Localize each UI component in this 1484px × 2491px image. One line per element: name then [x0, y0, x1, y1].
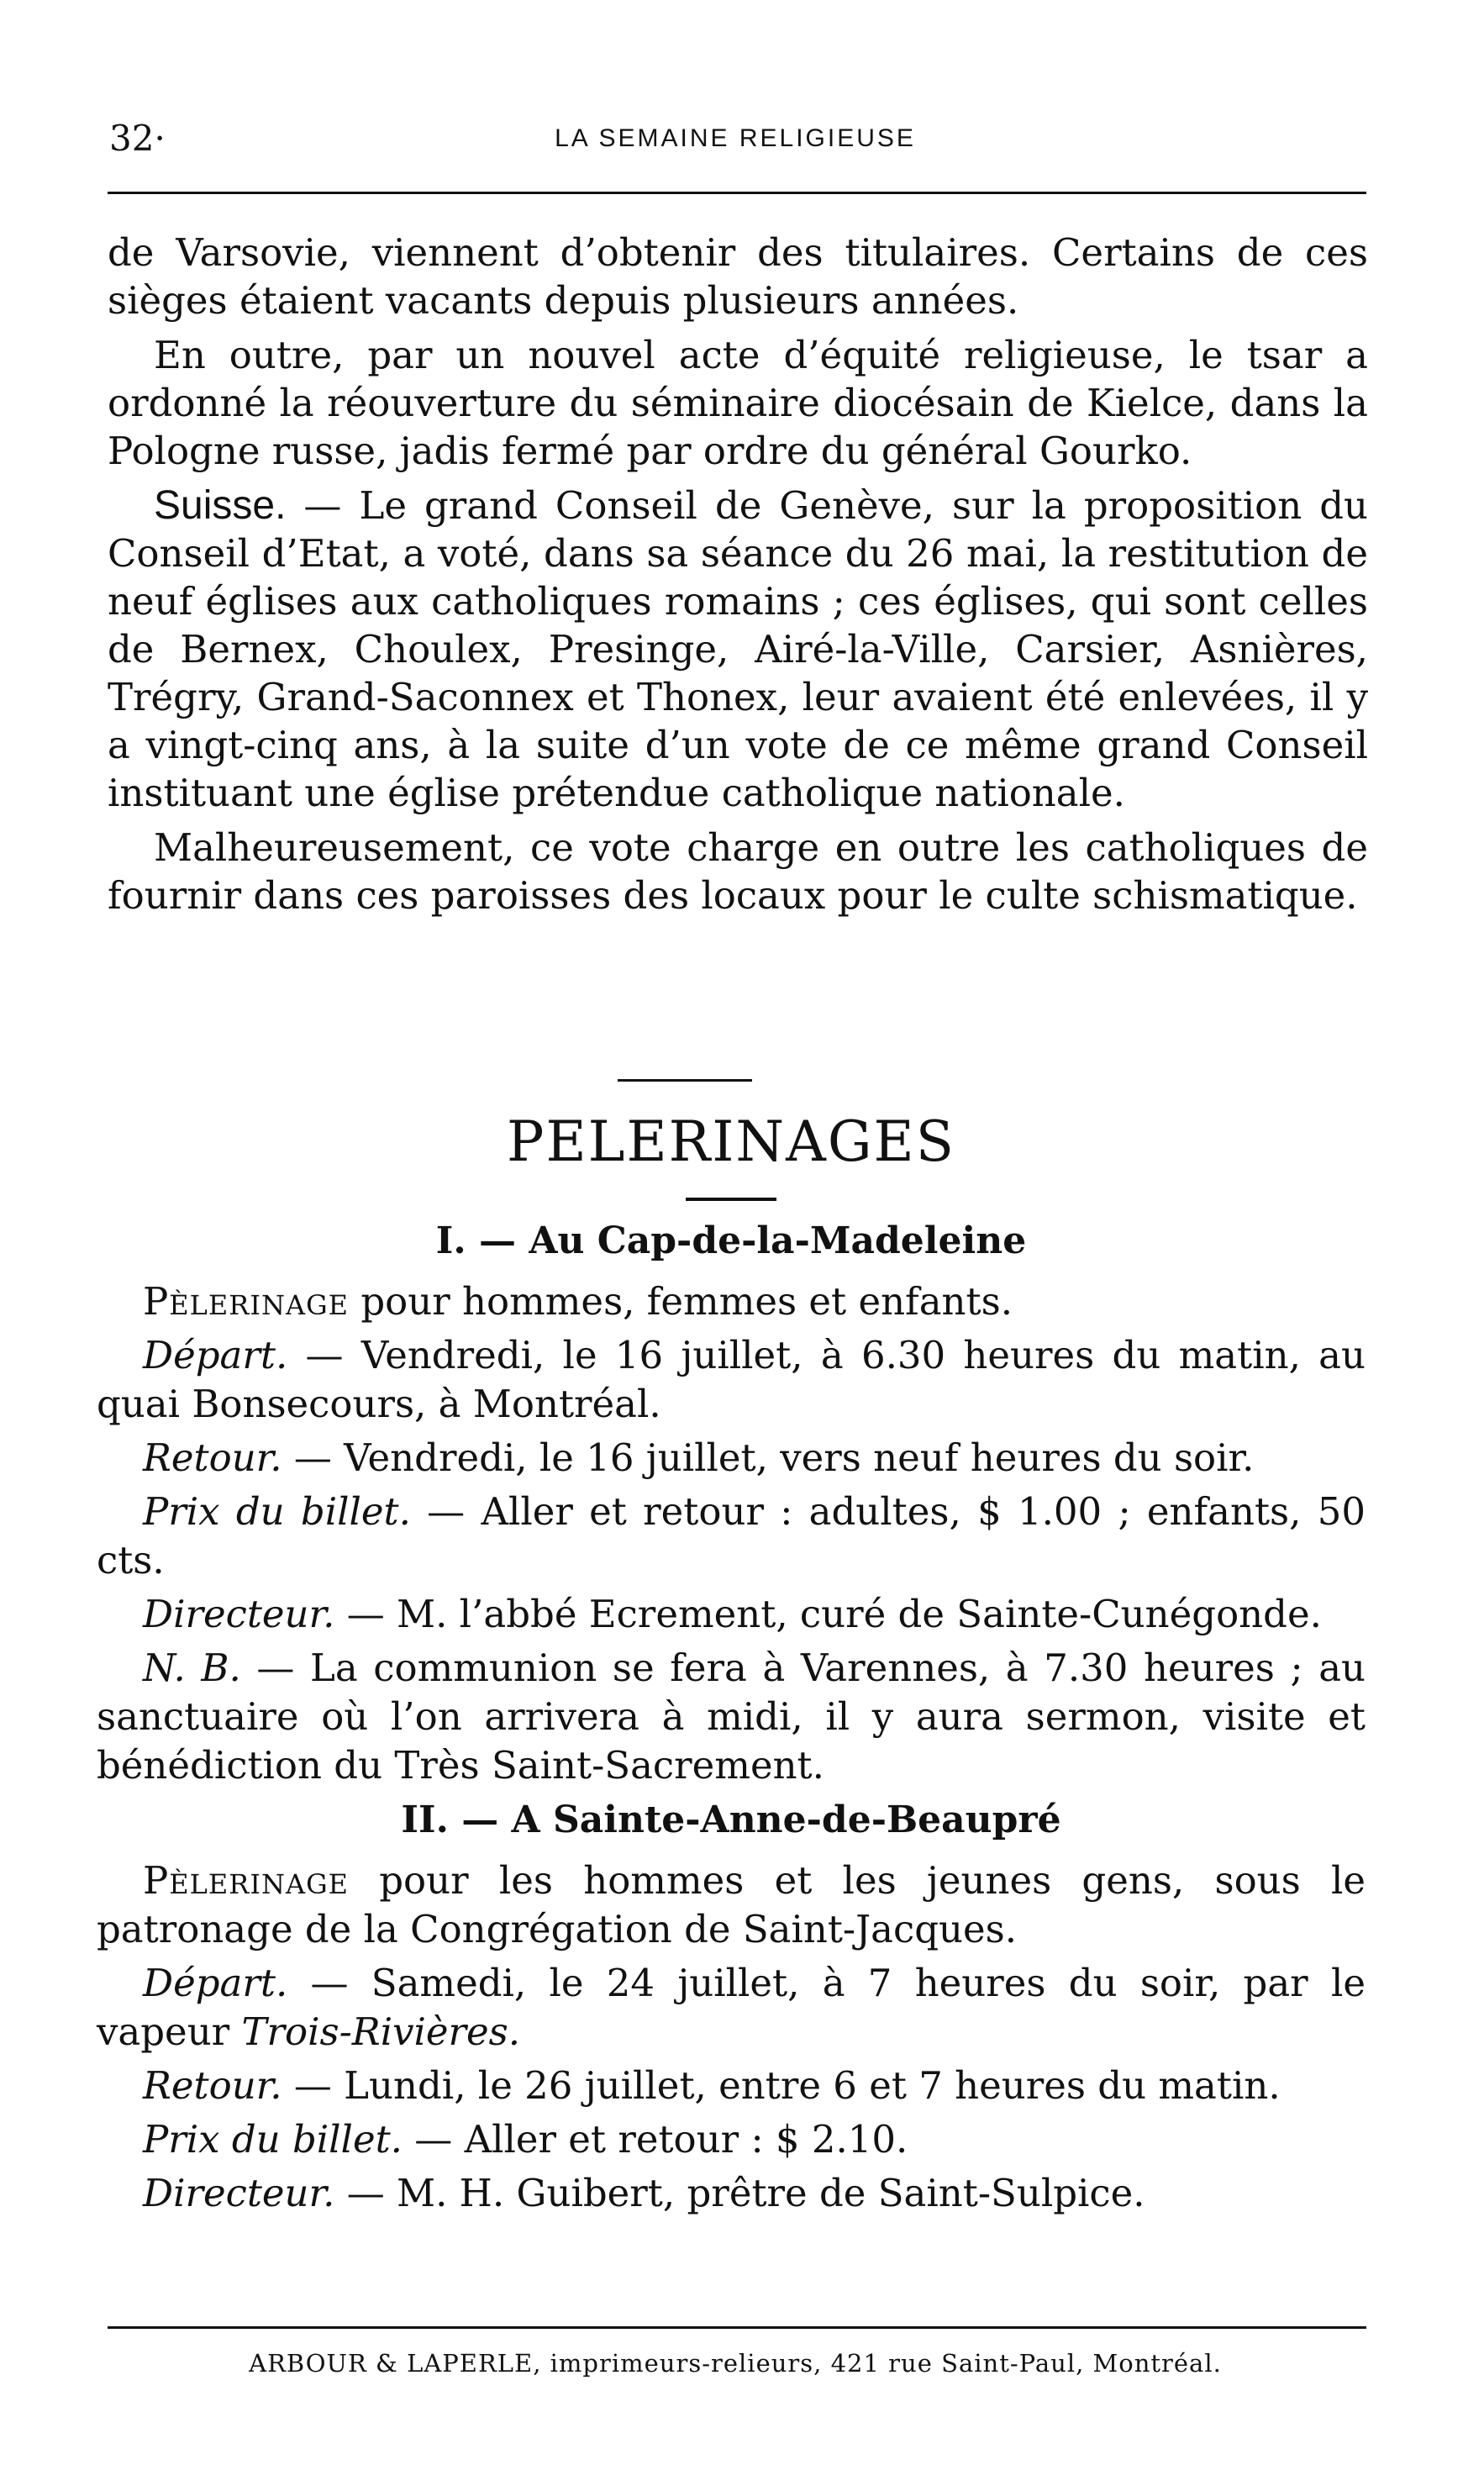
directeur-label: Directeur. [143, 1592, 335, 1636]
item-heading: II. — A Sainte-Anne-de-Beaupré [401, 1798, 1061, 1841]
paragraph: En outre, par un nouvel acte d’équité religieuse, le tsar a ordonné la réouverture du séminaire diocésain de Kielce, dans la Pologne russe, jadis fermé par ordre du général Gourko. [108, 333, 1368, 473]
retour-text: — Vendredi, le 16 juillet, vers neuf heures du soir. [282, 1435, 1255, 1480]
page-number: 32· [109, 118, 166, 159]
pilgrimage-item [97, 1798, 1366, 2218]
item-prix [97, 1488, 1366, 1585]
intro-text: pour les hommes et les jeunes gens, sous le patronage de la Congrégation de Saint-Jacques. [97, 1858, 1366, 1951]
intro-lead: Pèlerinage [143, 1279, 350, 1324]
item-heading: I. — Au Cap-de-la-Madeleine [435, 1219, 1027, 1262]
intro-text: pour hommes, femmes et enfants. [349, 1279, 1013, 1324]
intro-lead: Pèlerinage [143, 1858, 350, 1903]
paragraph [108, 482, 1368, 817]
depart-label: Départ. [143, 1333, 288, 1377]
paragraph: de Varsovie, viennent d’obtenir des titulaires. Certains de ces sièges étaient vacants depuis plusieurs années. [108, 230, 1368, 323]
depart-text: — Samedi, le 24 juillet, à 7 heures du soir, par le vapeur [97, 1961, 1366, 2054]
page-header [109, 118, 1361, 168]
imprint-footer: ARBOUR & LAPERLE, imprimeurs-relieurs, 421 rue Saint-Paul, Montréal. [249, 2349, 1222, 2378]
item-details [97, 1277, 1366, 1790]
title-rule [686, 1198, 776, 1201]
item-depart [97, 1331, 1366, 1429]
retour-label: Retour. [143, 2063, 282, 2108]
prix-text: — Aller et retour : $ 2.10. [402, 2117, 908, 2162]
section-lead: Suisse. [154, 483, 287, 528]
item-prix [97, 2115, 1366, 2164]
pilgrimages-section [97, 1109, 1366, 2223]
item-nb [97, 1644, 1366, 1790]
retour-label: Retour. [143, 1435, 282, 1480]
item-directeur [97, 2169, 1366, 2218]
paragraph: Malheureusement, ce vote charge en outre les catholiques de fournir dans ces paroisses des locaux pour le culte schismatique. [108, 825, 1368, 918]
prix-label: Prix du billet. [143, 1489, 411, 1534]
directeur-text: — M. l’abbé Ecrement, curé de Sainte-Cunégonde. [334, 1592, 1322, 1636]
item-directeur [97, 1590, 1366, 1639]
ship-name: Trois-Rivières. [241, 2009, 521, 2054]
section-divider [618, 1079, 752, 1082]
section-title: PELERINAGES [507, 1109, 955, 1174]
paragraph-text: — Le grand Conseil de Genève, sur la proposition du Conseil d’Etat, a voté, dans sa séance du 26 mai, la restitution de neuf églises aux catholiques romains ; ces églises, qui sont celles de Bernex, Choulex, Presinge, Airé-la-Ville, Carsier, Asnières, Trégry, Grand-Saconnex et Thonex, leur avaient été enlevées, il y a vingt-cinq ans, à la suite d’un vote de ce même grand Conseil instituant une église prétendue catholique nationale. [108, 483, 1368, 815]
item-retour [97, 1434, 1366, 1482]
footer-rule [108, 2326, 1366, 2329]
item-details [97, 1856, 1366, 2218]
running-head: LA SEMAINE RELIGIEUSE [555, 124, 916, 152]
pilgrimage-item [97, 1219, 1366, 1790]
item-intro [97, 1277, 1366, 1326]
header-rule [108, 192, 1366, 194]
directeur-text: — M. H. Guibert, prêtre de Saint-Sulpice. [334, 2171, 1145, 2215]
item-depart [97, 1959, 1366, 2057]
nb-label: N. B. [143, 1646, 241, 1690]
depart-label: Départ. [143, 1961, 288, 2005]
nb-text: — La communion se fera à Varennes, à 7.30 heures ; au sanctuaire où l’on arrivera à midi, il y aura sermon, visite et bénédiction du Très Saint-Sacrement. [97, 1646, 1366, 1788]
body-text [108, 229, 1368, 926]
item-intro [97, 1856, 1366, 1954]
prix-text: — Aller et retour : adultes, $ 1.00 ; enfants, 50 cts. [97, 1489, 1366, 1583]
depart-text: — Vendredi, le 16 juillet, à 6.30 heures du matin, au quai Bonsecours, à Montréal. [97, 1333, 1366, 1426]
prix-label: Prix du billet. [143, 2117, 403, 2162]
retour-text: — Lundi, le 26 juillet, entre 6 et 7 heures du matin. [282, 2063, 1281, 2108]
directeur-label: Directeur. [143, 2171, 335, 2215]
item-retour [97, 2062, 1366, 2110]
